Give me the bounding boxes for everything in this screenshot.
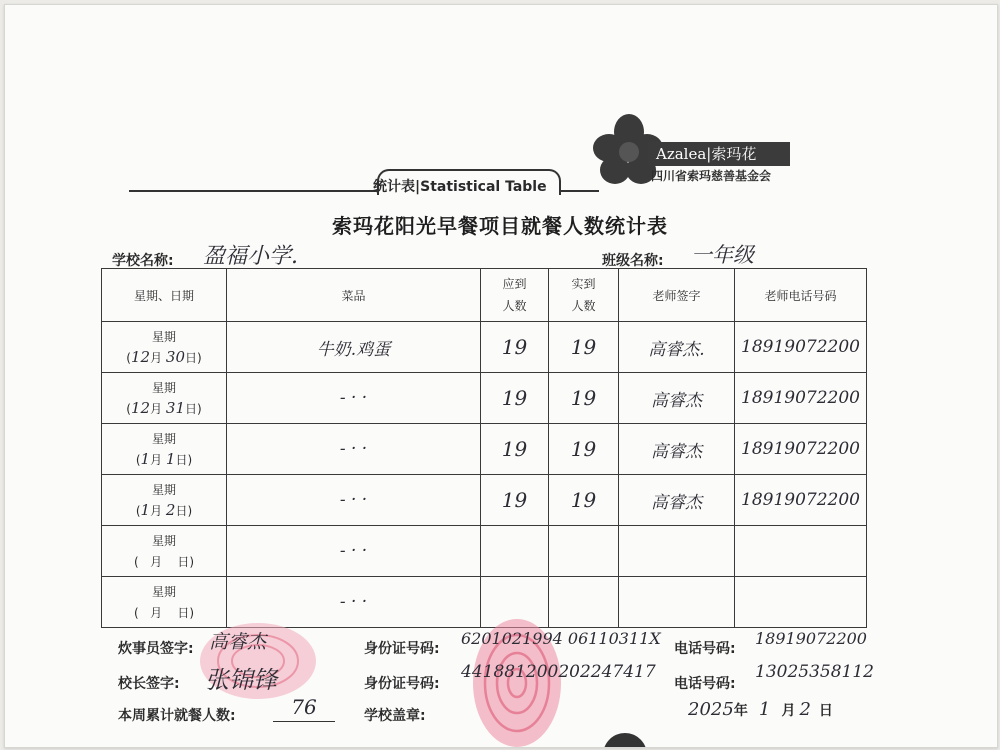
teacher-phone-cell [735,526,867,577]
header-date: 星期、日期 [102,269,227,322]
signing-date: 2025年 1 月 2 日 [688,699,833,720]
table-row [102,526,867,577]
actual-count-cell: 19 [549,373,619,424]
expected-count-cell: 19 [481,373,549,424]
weekly-total-field [273,695,335,722]
teacher-signature-cell: 高睿杰 [619,373,735,424]
header-expected: 应到 人数 [481,269,549,322]
teacher-signature-cell [619,577,735,628]
cook-id-label: 身份证号码: [364,641,440,657]
menu-cell: - · · [227,577,481,628]
header-menu: 菜品 [227,269,481,322]
cook-phone-number: 18919072200 [755,629,867,648]
table-row [102,322,867,373]
school-name-label: 学校名称: [112,253,174,269]
teacher-phone-cell: 18919072200 [735,322,867,373]
table-row [102,373,867,424]
expected-count-cell: 19 [481,424,549,475]
weekly-total-value: 76 [291,695,317,719]
form-title: 索玛花阳光早餐项目就餐人数统计表 [332,214,668,238]
header-teacher-sign: 老师签字 [619,269,735,322]
actual-count-cell: 19 [549,475,619,526]
logo-brand-text: Azalea|索玛花 [656,145,757,163]
expected-count-cell: 19 [481,475,549,526]
cook-phone-label: 电话号码: [674,641,736,657]
cook-signature-label: 炊事员签字: [118,641,194,657]
teacher-phone-cell: 18919072200 [735,475,867,526]
foundation-name: 四川省索玛慈善基金会 [651,169,772,183]
logo-brand-band [648,142,790,166]
cook-signature: 高睿杰 [209,631,267,653]
statistics-form-sheet [4,4,998,748]
expected-count-cell: 19 [481,322,549,373]
principal-id-number: 441881200202247417 [461,662,656,682]
teacher-phone-cell [735,577,867,628]
cook-id-number: 6201021994 06110311X [461,629,661,648]
principal-signature-label: 校长签字: [118,676,180,692]
teacher-signature-cell: 高睿杰 [619,424,735,475]
meal-count-table [101,268,867,628]
header-label: 统计表|Statistical Table [373,179,547,195]
header-actual: 实到 人数 [549,269,619,322]
table-header-row [102,269,867,322]
date-cell: 星期 (1月 2日) [102,475,227,526]
table-row [102,475,867,526]
class-name-label: 班级名称: [602,253,664,269]
expected-count-cell [481,526,549,577]
date-cell: 星期 ( 月 日) [102,577,227,628]
school-name-value: 盈福小学. [203,244,298,269]
class-name-value: 一年级 [691,243,754,267]
teacher-signature-cell [619,526,735,577]
menu-cell: - · · [227,526,481,577]
actual-count-cell: 19 [549,322,619,373]
menu-cell: - · · [227,424,481,475]
teacher-signature-cell: 高睿杰. [619,322,735,373]
school-stamp-label: 学校盖章: [364,708,426,724]
date-cell: 星期 (12月 31日) [102,373,227,424]
menu-cell: 牛奶.鸡蛋 [227,322,481,373]
date-cell: 星期 (1月 1日) [102,424,227,475]
menu-cell: - · · [227,475,481,526]
teacher-signature-cell: 高睿杰 [619,475,735,526]
principal-phone-label: 电话号码: [674,676,736,692]
principal-phone-number: 13025358112 [755,662,874,682]
date-cell: 星期 (12月 30日) [102,322,227,373]
principal-signature: 张锦锋 [205,666,277,694]
actual-count-cell [549,526,619,577]
header-teacher-phone: 老师电话号码 [735,269,867,322]
actual-count-cell: 19 [549,424,619,475]
teacher-phone-cell: 18919072200 [735,373,867,424]
weekly-total-label: 本周累计就餐人数: [118,708,236,724]
date-cell: 星期 ( 月 日) [102,526,227,577]
menu-cell: - · · [227,373,481,424]
bottom-logo-edge-mark [603,733,647,748]
teacher-phone-cell: 18919072200 [735,424,867,475]
principal-id-label: 身份证号码: [364,676,440,692]
table-row [102,424,867,475]
